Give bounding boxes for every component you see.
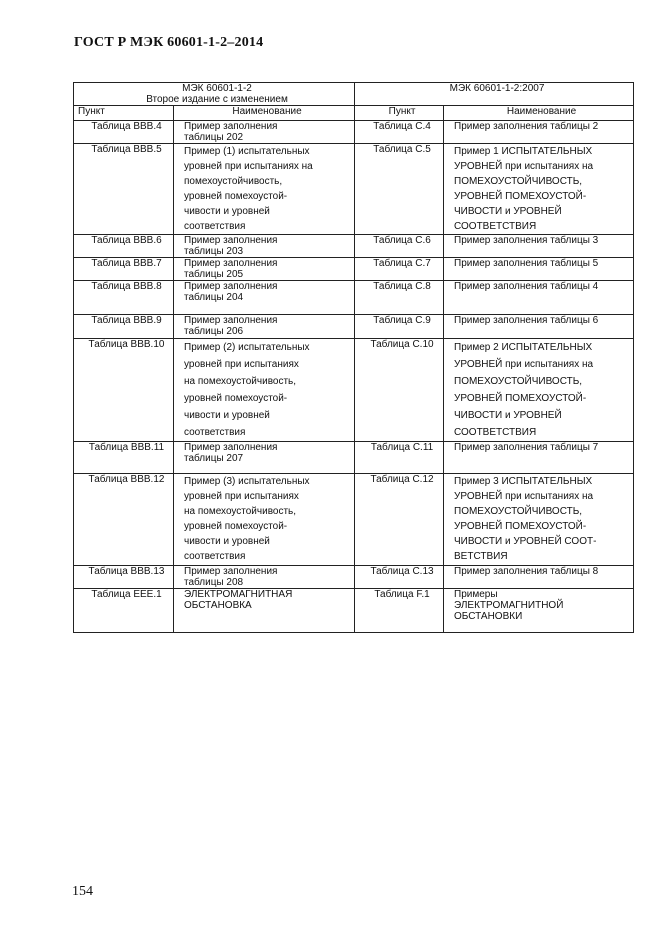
name-cell-line: Пример (3) испытательных <box>184 476 310 487</box>
name-cell-2007-line: ПОМЕХОУСТОЙЧИВОСТЬ, <box>454 506 583 517</box>
item-cell: Таблица ВВВ.8 <box>74 281 174 315</box>
name-cell-line: соответствия <box>184 221 246 232</box>
item-cell: Таблица ВВВ.9 <box>74 315 174 339</box>
name-cell-2007-line: ОБСТАНОВКИ <box>454 611 523 622</box>
name-cell-2007-line: Примеры <box>454 589 498 600</box>
name-cell <box>174 121 355 144</box>
name-cell-2007-line: Пример заполнения таблицы 7 <box>454 442 599 453</box>
name-cell-line: ОБСТАНОВКА <box>184 600 252 611</box>
item-cell-2007: Таблица С.13 <box>355 566 444 589</box>
name-cell <box>174 474 355 566</box>
item-cell-2007: Таблица С.11 <box>355 442 444 474</box>
name-cell-line: уровней помехоустой- <box>184 521 288 532</box>
name-cell-2007 <box>444 442 634 474</box>
name-cell-line: помехоустойчивость, <box>184 176 283 187</box>
name-cell-2007-line: Пример заполнения таблицы 2 <box>454 121 599 132</box>
table-row <box>74 442 634 474</box>
name-cell <box>174 566 355 589</box>
name-cell-2007-line: ПОМЕХОУСТОЙЧИВОСТЬ, <box>454 376 583 387</box>
table-body <box>74 121 634 633</box>
name-cell-2007-line: СООТВЕТСТВИЯ <box>454 427 537 438</box>
name-cell-line: Пример заполнения <box>184 566 278 577</box>
item-cell-2007: Таблица С.4 <box>355 121 444 144</box>
item-cell-2007: Таблица С.7 <box>355 258 444 281</box>
name-cell-2007-line: СООТВЕТСТВИЯ <box>454 221 537 232</box>
name-cell-line: таблицы 207 <box>184 453 244 464</box>
name-cell-2007-line: УРОВНЕЙ при испытаниях на <box>454 161 594 172</box>
item-cell: Таблица ВВВ.5 <box>74 144 174 235</box>
item-cell: Таблица ЕЕЕ.1 <box>74 589 174 633</box>
iec-standard-label: МЭК 60601-1-2 <box>182 83 252 94</box>
name-cell-2007-line: ЧИВОСТИ и УРОВНЕЙ СООТ- <box>454 536 597 547</box>
table-row <box>74 235 634 258</box>
name-cell-2007-line: ПОМЕХОУСТОЙЧИВОСТЬ, <box>454 176 583 187</box>
name-cell-2007 <box>444 566 634 589</box>
name-cell-2007-line: УРОВНЕЙ при испытаниях на <box>454 491 594 502</box>
table-row <box>74 566 634 589</box>
col-item-header-2007: Пункт <box>355 106 444 121</box>
item-cell-2007: Таблица С.10 <box>355 339 444 442</box>
name-cell <box>174 442 355 474</box>
item-cell: Таблица ВВВ.11 <box>74 442 174 474</box>
name-cell-line: таблицы 208 <box>184 577 244 588</box>
name-cell-line: Пример заполнения <box>184 235 278 246</box>
col-name-header-2007: Наименование <box>444 106 634 121</box>
name-cell-2007-line: ЭЛЕКТРОМАГНИТНОЙ <box>454 600 564 611</box>
name-cell-2007-line: ЧИВОСТИ и УРОВНЕЙ <box>454 206 562 217</box>
name-cell-line: Пример заполнения <box>184 442 278 453</box>
table-row <box>74 315 634 339</box>
item-cell: Таблица ВВВ.12 <box>74 474 174 566</box>
edition-label: Второе издание с изменением <box>146 94 288 105</box>
name-cell-line: уровней помехоустой- <box>184 191 288 202</box>
name-cell-2007 <box>444 258 634 281</box>
name-cell-2007-line: Пример 3 ИСПЫТАТЕЛЬНЫХ <box>454 476 593 487</box>
item-cell: Таблица ВВВ.13 <box>74 566 174 589</box>
name-cell-2007-line: Пример 2 ИСПЫТАТЕЛЬНЫХ <box>454 342 593 353</box>
name-cell-line: соответствия <box>184 427 246 438</box>
table-row <box>74 258 634 281</box>
name-cell-line: на помехоустойчивость, <box>184 376 297 387</box>
table-row <box>74 474 634 566</box>
name-cell-line: таблицы 203 <box>184 246 244 257</box>
name-cell-2007-line: Пример заполнения таблицы 6 <box>454 315 599 326</box>
document-header: ГОСТ Р МЭК 60601-1-2–2014 <box>74 35 264 50</box>
name-cell-2007 <box>444 474 634 566</box>
name-cell <box>174 235 355 258</box>
name-cell-2007-line: ВЕТСТВИЯ <box>454 551 508 562</box>
iec-second-edition-header <box>74 83 355 106</box>
name-cell-line: Пример (1) испытательных <box>184 146 310 157</box>
iec-2007-header: МЭК 60601-1-2:2007 <box>355 83 634 106</box>
name-cell-2007 <box>444 589 634 633</box>
item-cell-2007: Таблица С.5 <box>355 144 444 235</box>
name-cell-line: таблицы 206 <box>184 326 244 337</box>
name-cell-line: чивости и уровней <box>184 206 270 217</box>
name-cell-2007 <box>444 235 634 258</box>
item-cell: Таблица ВВВ.6 <box>74 235 174 258</box>
name-cell-2007-line: Пример 1 ИСПЫТАТЕЛЬНЫХ <box>454 146 593 157</box>
table-row <box>74 589 634 633</box>
name-cell <box>174 281 355 315</box>
name-cell-line: таблицы 202 <box>184 132 244 143</box>
name-cell-2007 <box>444 121 634 144</box>
item-cell: Таблица ВВВ.10 <box>74 339 174 442</box>
name-cell-line: Пример заполнения <box>184 281 278 292</box>
name-cell-line: соответствия <box>184 551 246 562</box>
item-cell: Таблица ВВВ.4 <box>74 121 174 144</box>
item-cell-2007: Таблица С.8 <box>355 281 444 315</box>
name-cell-line: чивости и уровней <box>184 410 270 421</box>
name-cell <box>174 589 355 633</box>
table-row <box>74 121 634 144</box>
item-cell-2007: Таблица F.1 <box>355 589 444 633</box>
name-cell-2007-line: ЧИВОСТИ и УРОВНЕЙ <box>454 410 562 421</box>
name-cell-2007 <box>444 339 634 442</box>
table-row <box>74 339 634 442</box>
name-cell <box>174 315 355 339</box>
name-cell-2007-line: УРОВНЕЙ ПОМЕХОУСТОЙ- <box>454 393 587 404</box>
name-cell-line: уровней при испытаниях <box>184 491 299 502</box>
name-cell-2007-line: Пример заполнения таблицы 3 <box>454 235 599 246</box>
name-cell-line: Пример заполнения <box>184 258 278 269</box>
name-cell-line: уровней при испытаниях <box>184 359 299 370</box>
name-cell-2007 <box>444 281 634 315</box>
name-cell-2007 <box>444 315 634 339</box>
name-cell <box>174 144 355 235</box>
name-cell-line: таблицы 204 <box>184 292 244 303</box>
table-row <box>74 144 634 235</box>
item-cell-2007: Таблица С.6 <box>355 235 444 258</box>
name-cell-line: чивости и уровней <box>184 536 270 547</box>
item-cell-2007: Таблица С.12 <box>355 474 444 566</box>
name-cell-line: на помехоустойчивость, <box>184 506 297 517</box>
item-cell-2007: Таблица С.9 <box>355 315 444 339</box>
name-cell-line: ЭЛЕКТРОМАГНИТНАЯ <box>184 589 293 600</box>
name-cell-line: Пример заполнения <box>184 121 278 132</box>
name-cell <box>174 258 355 281</box>
name-cell-line: Пример заполнения <box>184 315 278 326</box>
table-row <box>74 281 634 315</box>
name-cell-2007-line: Пример заполнения таблицы 4 <box>454 281 599 292</box>
name-cell-line: уровней помехоустой- <box>184 393 288 404</box>
name-cell-line: Пример (2) испытательных <box>184 342 310 353</box>
name-cell-2007-line: Пример заполнения таблицы 5 <box>454 258 599 269</box>
name-cell-2007 <box>444 144 634 235</box>
name-cell-line: уровней при испытаниях на <box>184 161 313 172</box>
name-cell-2007-line: УРОВНЕЙ при испытаниях на <box>454 359 594 370</box>
comparison-table <box>73 82 634 633</box>
page-number: 154 <box>72 884 93 899</box>
name-cell-2007-line: УРОВНЕЙ ПОМЕХОУСТОЙ- <box>454 191 587 202</box>
name-cell-2007-line: Пример заполнения таблицы 8 <box>454 566 599 577</box>
name-cell-2007-line: УРОВНЕЙ ПОМЕХОУСТОЙ- <box>454 521 587 532</box>
col-item-header: Пункт <box>74 106 174 121</box>
col-name-header: Наименование <box>174 106 355 121</box>
item-cell: Таблица ВВВ.7 <box>74 258 174 281</box>
name-cell <box>174 339 355 442</box>
name-cell-line: таблицы 205 <box>184 269 244 280</box>
